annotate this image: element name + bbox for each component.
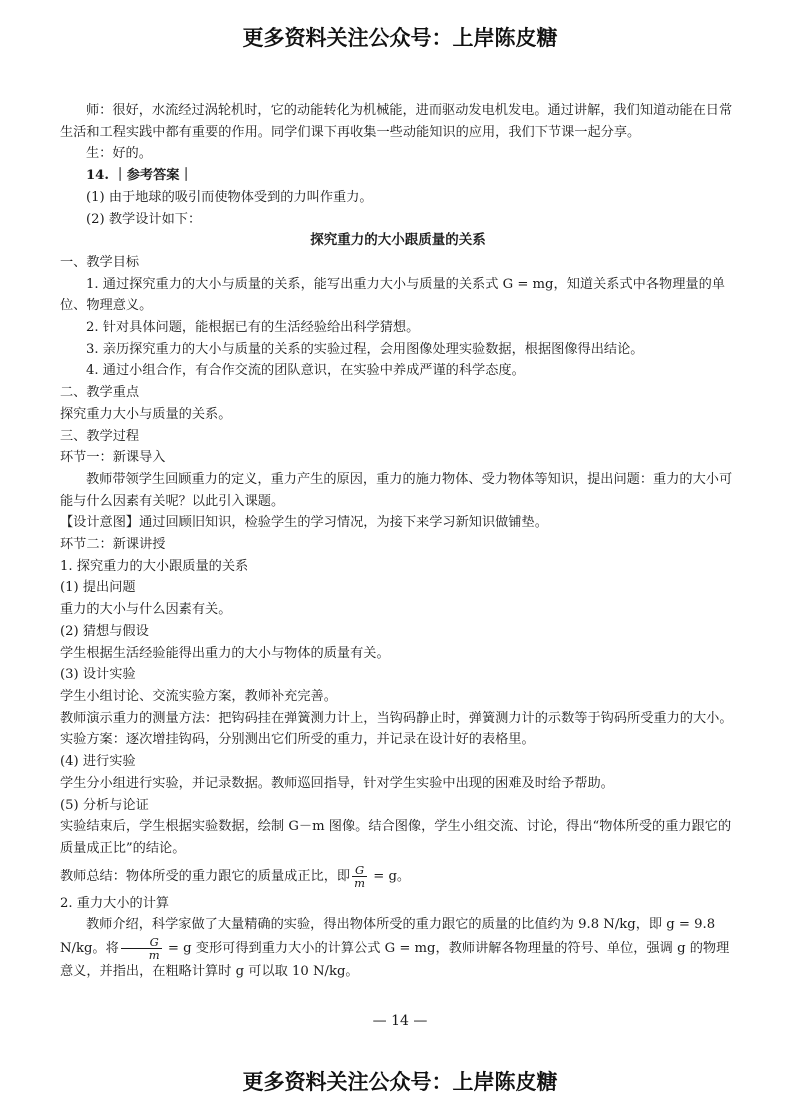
- key-point-text: 探究重力大小与质量的关系。: [60, 406, 232, 422]
- step-4-text: 学生分小组进行实验，并记录数据。教师巡回指导，针对学生实验中出现的困难及时给予帮助。: [60, 775, 614, 791]
- section-heading-objectives: 一、教学目标: [60, 254, 140, 270]
- stage-1-text: 教师带领学生回顾重力的定义，重力产生的原因，重力的施力物体、受力物体等知识，提出问题：重力的大小可能与什么因素有关呢？以此引入课题。: [60, 471, 733, 509]
- step-5-text: 实验结束后，学生根据实验数据，绘制 G－m 图像。结合图像，学生小组交流、讨论，得出“物体所受的重力跟它的质量成正比”的结论。: [60, 819, 732, 856]
- lesson-title: 探究重力的大小跟质量的关系: [310, 232, 486, 249]
- header-banner: 更多资料关注公众号：上岸陈皮糖: [242, 26, 558, 50]
- fraction-g-over-m-2: [121, 936, 162, 961]
- teacher-summary-tail: = g。: [369, 868, 411, 884]
- fraction-g-over-m: [352, 864, 367, 889]
- step-3-heading: (3) 设计实验: [60, 667, 136, 683]
- fraction-denominator-2: m: [148, 948, 160, 963]
- subsection-2-heading: 2. 重力大小的计算: [60, 895, 170, 911]
- gravity-calculation-text: [60, 914, 736, 982]
- step-2-text: 学生根据生活经验能得出重力的大小与物体的质量有关。: [60, 645, 390, 661]
- stage-1-heading: 环节一：新课导入: [60, 450, 166, 466]
- step-3-plan-text: 实验方案：逐次增挂钩码，分别测出它们所受的重力，并记录在设计好的表格里。: [60, 732, 535, 748]
- step-1-text: 重力的大小与什么因素有关。: [60, 602, 232, 618]
- document-body: [60, 100, 736, 983]
- step-4-heading: (4) 进行实验: [60, 754, 136, 770]
- gravity-calculation-tail: = g 变形可得到重力大小的计算公式 G = mg，教师讲解各物理量的符号、单位，强调 g 的物理意义，并指出，在粗略计算时 g 可以取 10 N/kg。: [60, 941, 730, 980]
- objective-1: 1. 通过探究重力的大小与质量的关系，能写出重力大小与质量的关系式 G = mg，知道关系式中各物理量的单位、物理意义。: [60, 276, 725, 314]
- gravity-calculation-lead: 教师介绍，科学家做了大量精确的实验，得出物体所受的重力跟它的质量的比值约为 9.8 N/kg，即 g = 9.8 N/kg。将: [60, 917, 716, 957]
- stage-2-heading: 环节二：新课讲授: [60, 537, 166, 553]
- fraction-denominator: m: [354, 875, 366, 890]
- fraction-numerator-2: G: [121, 936, 162, 949]
- answer-part-1: (1) 由于地球的吸引而使物体受到的力叫作重力。: [86, 189, 373, 205]
- step-3-text: 学生小组讨论、交流实验方案，教师补充完善。: [60, 688, 337, 704]
- section-heading-key-points: 二、教学重点: [60, 385, 140, 401]
- step-2-heading: (2) 猜想与假设: [60, 623, 149, 639]
- paragraph-student-reply: 生：好的。: [86, 146, 152, 162]
- teacher-summary: [60, 864, 736, 889]
- objective-4: 4. 通过小组合作，有合作交流的团队意识，在实验中养成严谨的科学态度。: [86, 363, 525, 379]
- objective-2: 2. 针对具体问题，能根据已有的生活经验给出科学猜想。: [86, 320, 420, 336]
- teacher-summary-text: 教师总结：物体所受的重力跟它的质量成正比，即: [60, 868, 351, 884]
- fraction-numerator: G: [352, 864, 367, 877]
- question-14-answer-heading: 14. ｜参考答案｜: [86, 168, 193, 184]
- answer-part-2: (2) 教学设计如下：: [86, 211, 202, 227]
- step-3-demo-text: 教师演示重力的测量方法：把钩码挂在弹簧测力计上，当钩码静止时，弹簧测力计的示数等于钩码所受重力的大小。: [60, 710, 733, 726]
- objective-3: 3. 亲历探究重力的大小与质量的关系的实验过程，会用图像处理实验数据，根据图像得出结论。: [86, 341, 644, 357]
- section-heading-process: 三、教学过程: [60, 428, 140, 444]
- design-intent: 【设计意图】通过回顾旧知识，检验学生的学习情况，为接下来学习新知识做铺垫。: [60, 515, 548, 531]
- subsection-1-heading: 1. 探究重力的大小跟质量的关系: [60, 558, 249, 574]
- step-1-heading: (1) 提出问题: [60, 580, 136, 596]
- footer-banner: 更多资料关注公众号：上岸陈皮糖: [242, 1070, 558, 1094]
- page-number: — 14 —: [372, 1013, 428, 1029]
- step-5-heading: (5) 分析与论证: [60, 797, 149, 813]
- paragraph-teacher-dialogue: 师：很好，水流经过涡轮机时，它的动能转化为机械能，进而驱动发电机发电。通过讲解，我们知道动能在日常生活和工程实践中都有重要的作用。同学们课下再收集一些动能知识的应用，我们下节课一起分享。: [60, 103, 733, 140]
